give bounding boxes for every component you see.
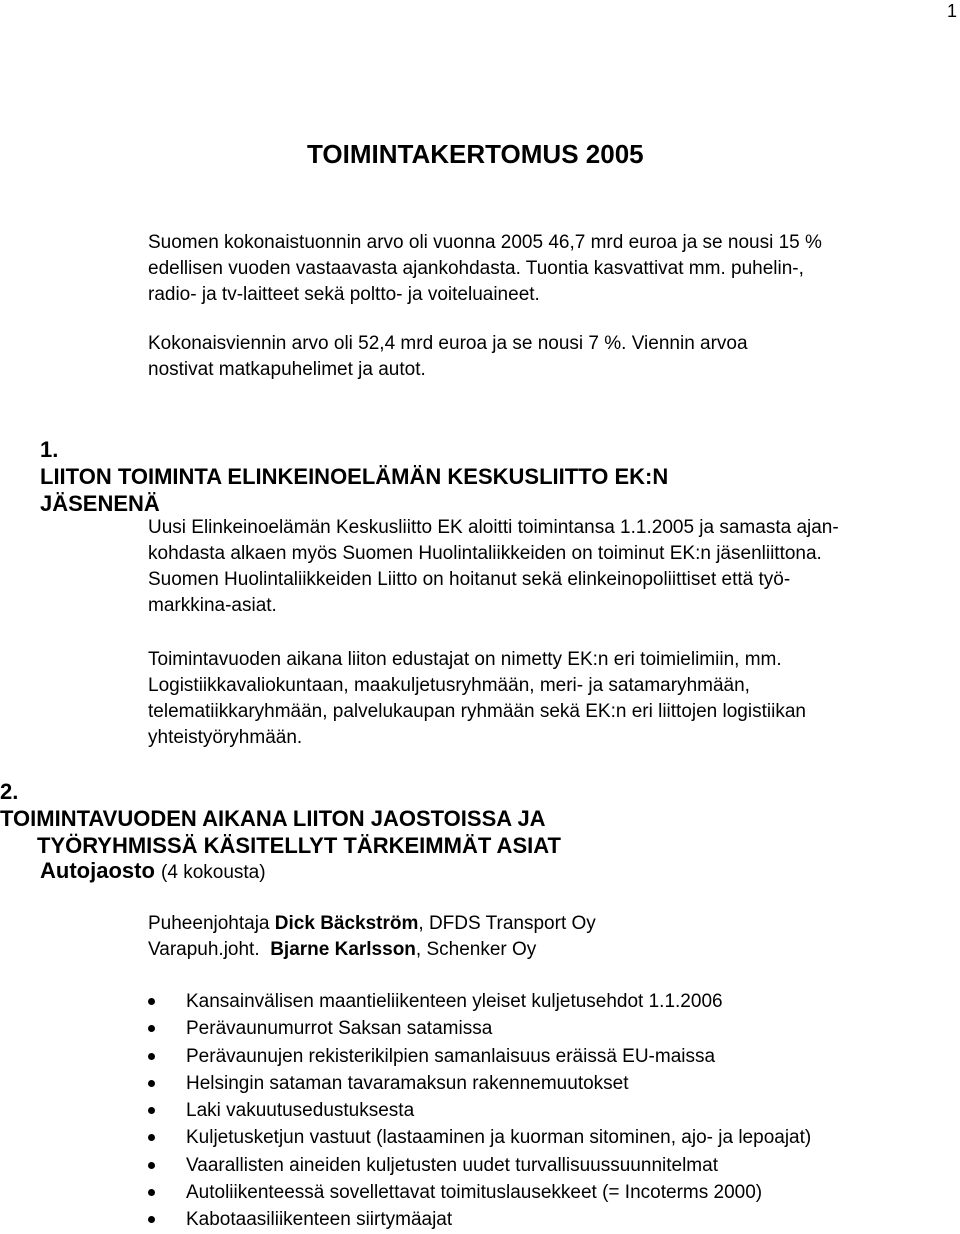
vice-chair-name: Bjarne Karlsson — [270, 939, 416, 960]
list-item: Perävaunumurrot Saksan satamissa — [148, 1015, 811, 1042]
list-item: Helsingin sataman tavaramaksun rakennemuutokset — [148, 1070, 811, 1097]
text-line: Kokonaisviennin arvo oli 52,4 mrd euroa ja se nousi 7 %. Viennin arvoa — [148, 333, 748, 354]
heading-text: LIITON TOIMINTA ELINKEINOELÄMÄN KESKUSLIITTO EK:N — [40, 464, 669, 489]
vice-chair-line — [148, 937, 536, 963]
text-line: markkina-asiat. — [148, 595, 277, 616]
subsection-meetings: (4 kokousta) — [161, 862, 266, 883]
text-line: telematiikkaryhmään, palvelukaupan ryhmään sekä EK:n eri liittojen logistiikan — [148, 701, 806, 722]
vice-chair-organization: , Schenker Oy — [415, 939, 537, 960]
chair-organization: , DFDS Transport Oy — [418, 913, 596, 934]
section-1-paragraph-1 — [148, 515, 839, 619]
section-1-paragraph-2 — [148, 647, 806, 751]
text-line: nostivat matkapuhelimet ja autot. — [148, 359, 426, 380]
intro-paragraph-1 — [148, 230, 822, 308]
subsection-heading — [40, 856, 266, 888]
text-line: Toimintavuoden aikana liiton edustajat on nimetty EK:n eri toimielimiin, mm. — [148, 649, 782, 670]
text-line: Suomen kokonaistuonnin arvo oli vuonna 2005 46,7 mrd euroa ja se nousi 15 % — [148, 232, 822, 253]
heading-line — [0, 778, 561, 832]
intro-paragraph-2 — [148, 331, 748, 383]
topic-list — [148, 988, 811, 1234]
text-line: Uusi Elinkeinoelämän Keskusliitto EK aloitti toimintansa 1.1.2005 ja samasta ajan- — [148, 517, 839, 538]
heading-line: TYÖRYHMISSÄ KÄSITELLYT TÄRKEIMMÄT ASIAT — [37, 833, 561, 858]
section-number: 2. — [0, 779, 19, 804]
text-line: yhteistyöryhmään. — [148, 727, 303, 748]
list-item: Kansainvälisen maantieliikenteen yleiset kuljetusehdot 1.1.2006 — [148, 988, 811, 1015]
document-title: TOIMINTAKERTOMUS 2005 — [307, 139, 644, 169]
vice-chair-role: Varapuh.joht. — [148, 939, 260, 960]
section-2-heading — [0, 778, 561, 859]
heading-line: JÄSENENÄ — [40, 491, 160, 516]
list-item: Autoliikenteessä sovellettavat toimituslausekkeet (= Incoterms 2000) — [148, 1179, 811, 1206]
heading-text: TOIMINTAVUODEN AIKANA LIITON JAOSTOISSA JA — [0, 806, 546, 831]
text-line: Suomen Huolintaliikkeiden Liitto on hoitanut sekä elinkeinopoliittiset että työ- — [148, 569, 791, 590]
subsection-name: Autojaosto — [40, 858, 155, 883]
chair-line — [148, 911, 596, 937]
section-1-heading — [40, 436, 668, 517]
list-item: Laki vakuutusedustuksesta — [148, 1097, 811, 1124]
text-line: edellisen vuoden vastaavasta ajankohdasta. Tuontia kasvattivat mm. puhelin-, — [148, 258, 804, 279]
list-item: Kabotaasiliikenteen siirtymäajat — [148, 1206, 811, 1233]
text-line: kohdasta alkaen myös Suomen Huolintaliikkeiden on toiminut EK:n jäsenliittona. — [148, 543, 822, 564]
heading-line — [40, 436, 668, 490]
text-line: radio- ja tv-laitteet sekä poltto- ja voiteluaineet. — [148, 284, 540, 305]
chair-name: Dick Bäckström — [274, 913, 419, 934]
section-number: 1. — [40, 437, 59, 462]
text-line: Logistiikkavaliokuntaan, maakuljetusryhmään, meri- ja satamaryhmään, — [148, 675, 750, 696]
list-item: Vaarallisten aineiden kuljetusten uudet turvallisuussuunnitelmat — [148, 1152, 811, 1179]
chair-role: Puheenjohtaja — [148, 913, 270, 934]
list-item: Kuljetusketjun vastuut (lastaaminen ja kuorman sitominen, ajo- ja lepoajat) — [148, 1124, 811, 1151]
page-number: 1 — [946, 1, 957, 21]
list-item: Perävaunujen rekisterikilpien samanlaisuus eräissä EU-maissa — [148, 1043, 811, 1070]
